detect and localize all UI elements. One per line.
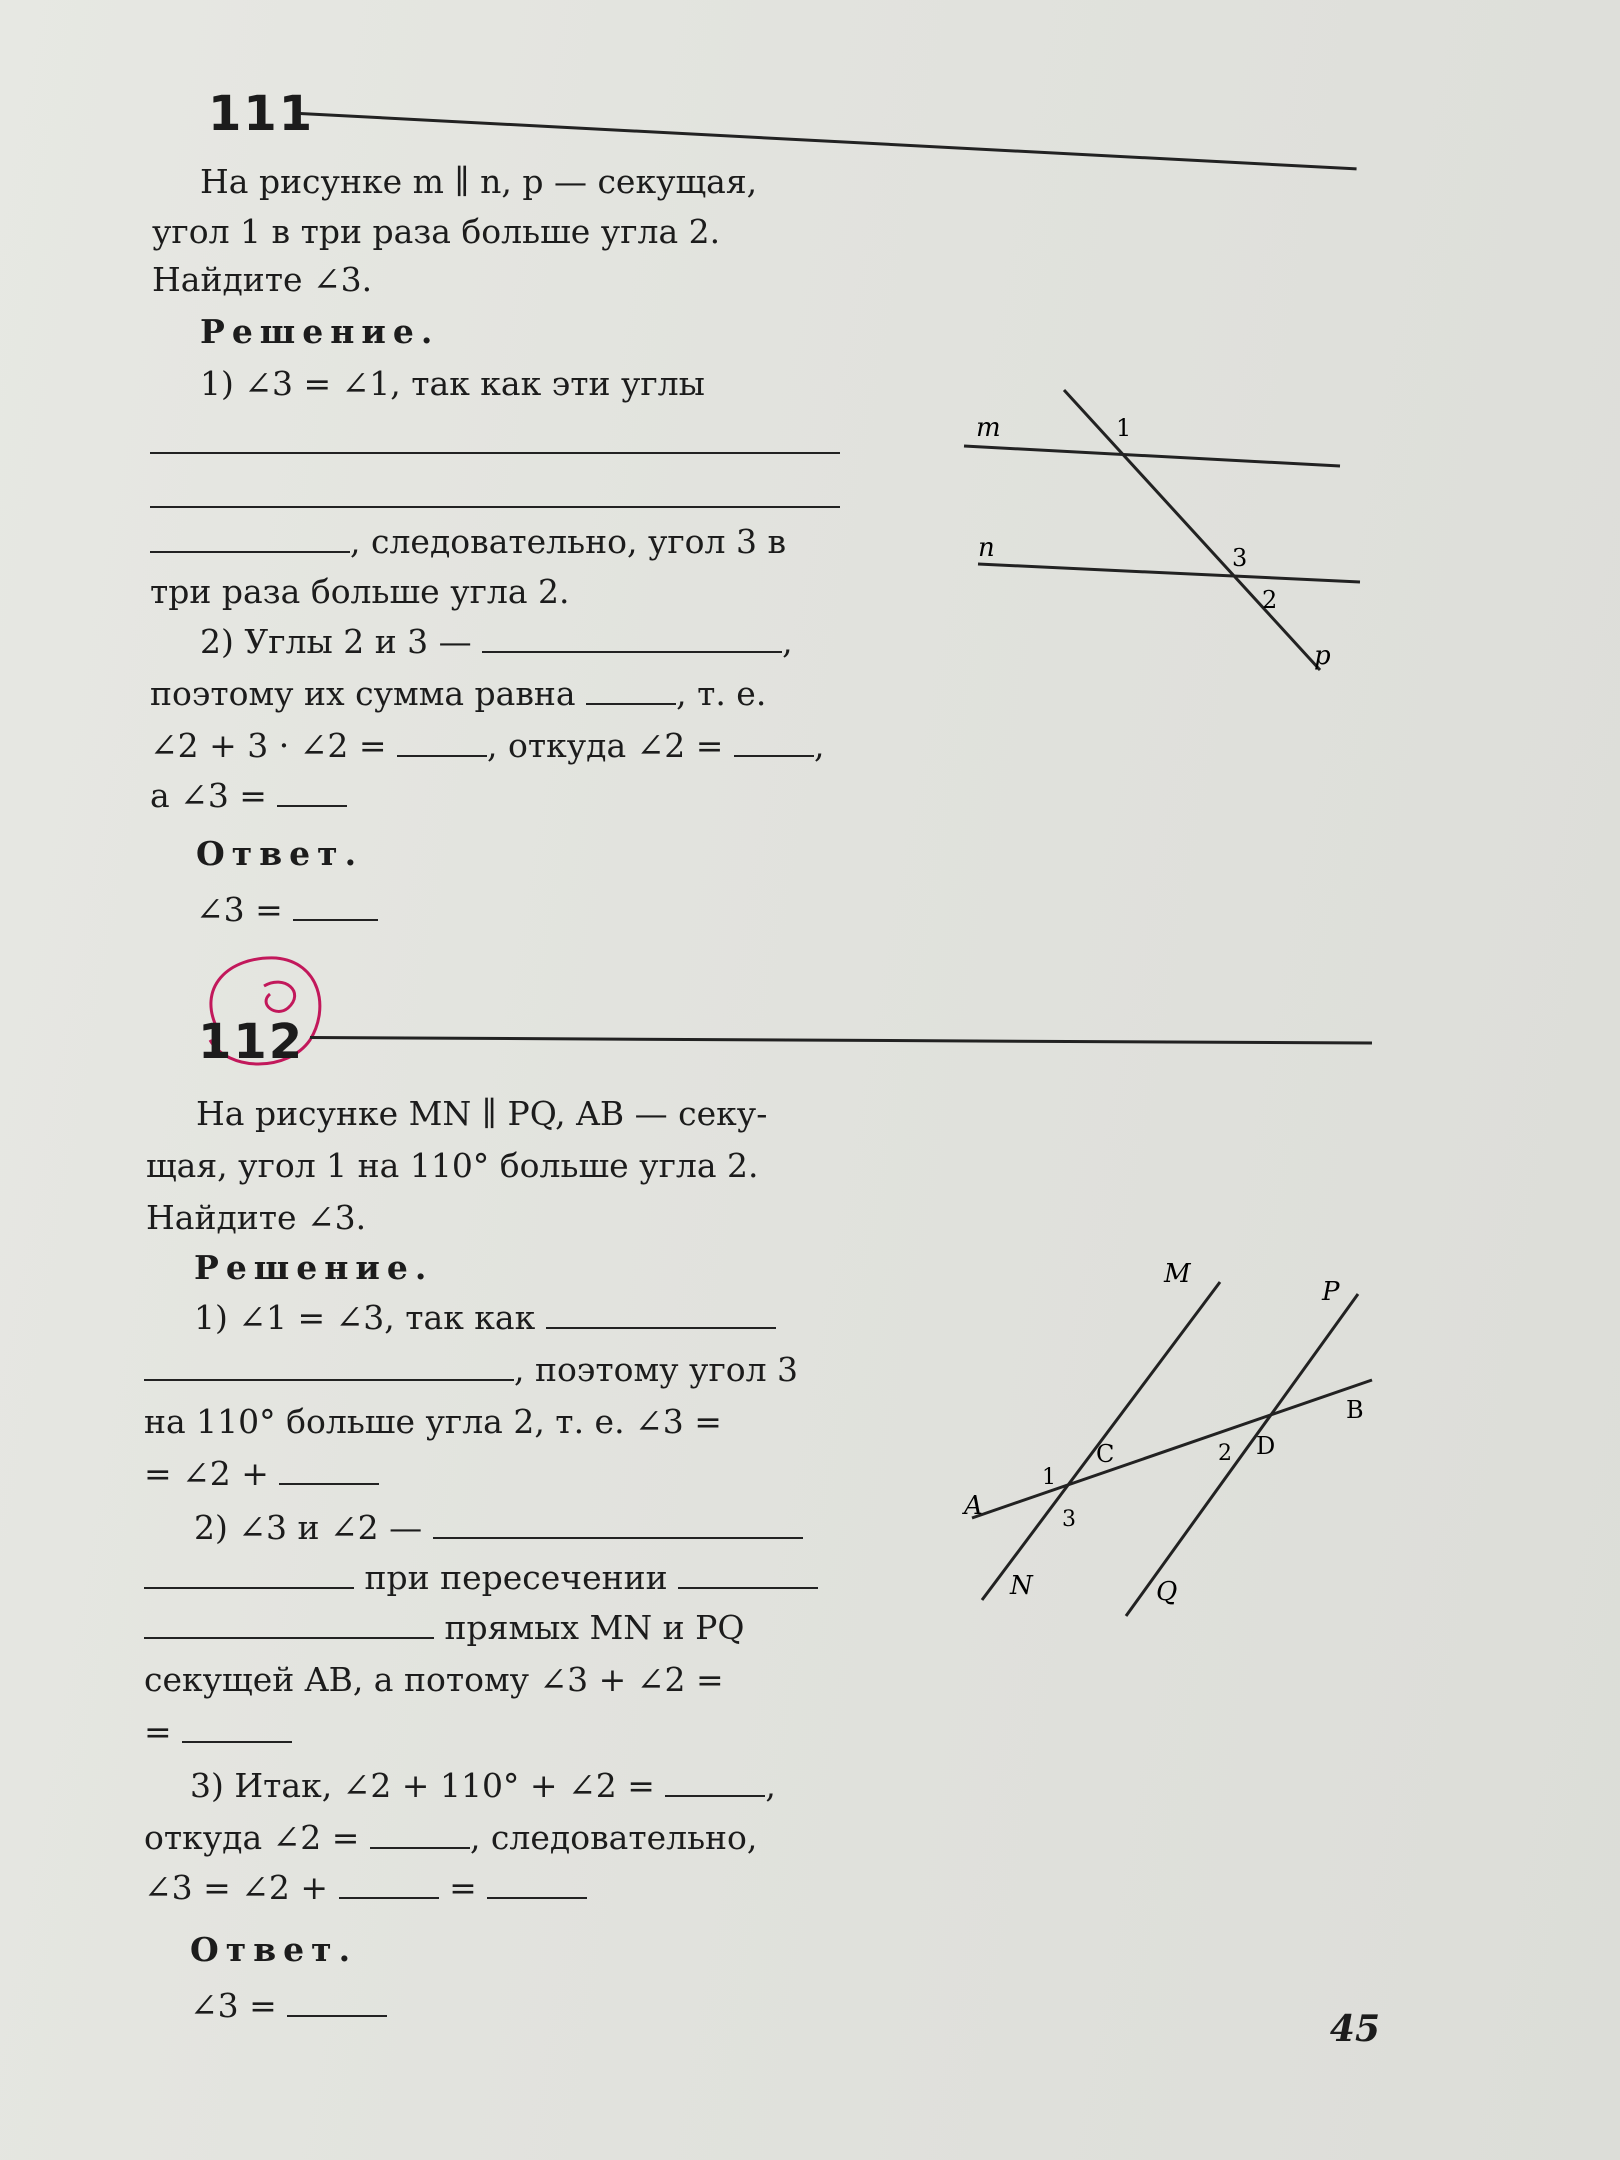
problem-111-step2-l3a: ∠2 + 3 · ∠2 = (150, 726, 387, 765)
answer-blank-112-step2-d[interactable] (144, 1609, 434, 1639)
answer-blank-111-step2-b[interactable] (586, 675, 676, 705)
problem-112-step3-line3 (144, 1868, 587, 1908)
answer-blank-111-step1-c[interactable] (150, 523, 350, 553)
problem-112-step2-l2: при пересечении (364, 1558, 668, 1597)
problem-112-step3-l2a: откуда ∠2 = (144, 1818, 360, 1857)
problem-112-step3-l3a: ∠3 = ∠2 + (144, 1868, 329, 1907)
problem-112-step3-line2 (144, 1818, 757, 1858)
problem-112-step2-head: 2) ∠3 и ∠2 — (194, 1508, 423, 1547)
problem-112-step1-l4: = ∠2 + (144, 1454, 269, 1493)
problem-111-answer: ∠3 = (196, 890, 283, 929)
problem-111-step1-tail: , следовательно, угол 3 в (350, 522, 787, 561)
problem-111-step2-l2b: , т. е. (676, 674, 767, 713)
answer-blank-111-step1-b[interactable] (150, 506, 840, 508)
answer-blank-111-step2-e[interactable] (277, 777, 347, 807)
problem-111-number: 111 (208, 86, 315, 142)
problem-112-number: 112 (198, 1014, 305, 1070)
problem-112-step1-line3: на 110° больше угла 2, т. е. ∠3 = (144, 1402, 722, 1441)
problem-112-answer-label: Ответ. (190, 1930, 358, 1969)
answer-blank-112-step1-c[interactable] (279, 1455, 379, 1485)
problem-111-answer-line (196, 890, 378, 930)
label-M: M (1164, 1259, 1191, 1289)
problem-112-step3-l3b: = (449, 1868, 477, 1907)
line-AB-transversal (972, 1380, 1372, 1518)
problem-112-step2-line4: секущей AB, а потому ∠3 + ∠2 = (144, 1660, 724, 1699)
problem-112-step2-l3: прямых MN и PQ (444, 1608, 745, 1647)
problem-111-step2-line2 (150, 674, 766, 714)
problem-111-step1-cont: три раза больше угла 2. (150, 572, 570, 611)
problem-111-solution-label: Решение. (200, 312, 440, 351)
label-n: n (978, 533, 995, 563)
problem-111-step2-l3b: , откуда ∠2 = (487, 726, 724, 765)
answer-blank-112-step1-a[interactable] (546, 1299, 776, 1329)
problem-112-step2-line5 (144, 1712, 292, 1752)
label-angle-2: 2 (1262, 586, 1278, 614)
problem-112-step3-l2b: , следовательно, (469, 1818, 758, 1857)
answer-blank-112-final[interactable] (287, 1987, 387, 2017)
problem-111-step2-line1: 2) Углы 2 и 3 — , (200, 622, 793, 661)
problem-111-statement-line1: На рисунке m ∥ n, p — секущая, (200, 162, 758, 201)
label-angle-1: 1 (1116, 414, 1132, 442)
label-p: p (1314, 641, 1331, 671)
problem-112-statement-line1: На рисунке MN ∥ PQ, AB — секу- (196, 1094, 768, 1133)
problem-111-statement-line2: угол 1 в три раза больше угла 2. (152, 212, 721, 251)
answer-blank-111-final[interactable] (293, 891, 378, 921)
label-angle-1: 1 (1042, 1465, 1056, 1490)
problem-112-step2-line1 (194, 1508, 803, 1548)
label-Q: Q (1156, 1577, 1178, 1607)
label-C: C (1096, 1440, 1115, 1468)
problem-112-step2-l5: = (144, 1712, 172, 1751)
answer-blank-111-step2-c[interactable] (397, 727, 487, 757)
problem-112-step2-line2 (144, 1558, 818, 1598)
problem-112-rule (310, 1036, 1372, 1045)
label-m: m (976, 413, 1001, 443)
answer-blank-111-step1-a[interactable] (150, 452, 840, 454)
problem-112-step1-line1 (194, 1298, 776, 1338)
problem-112-statement-line3: Найдите ∠3. (146, 1198, 367, 1237)
problem-112-step1-l2: , поэтому угол 3 (514, 1350, 799, 1389)
problem-112-step1-line2 (144, 1350, 798, 1390)
answer-blank-112-step1-b[interactable] (144, 1351, 514, 1381)
label-angle-3: 3 (1062, 1507, 1076, 1532)
label-P: P (1322, 1277, 1340, 1307)
answer-blank-111-step2-a[interactable] (482, 623, 782, 653)
problem-112-answer: ∠3 = (190, 1986, 277, 2025)
answer-blank-112-step3-a[interactable] (665, 1767, 765, 1797)
answer-blank-112-step2-c[interactable] (678, 1559, 818, 1589)
line-n (978, 564, 1360, 582)
problem-112-step1-head: 1) ∠1 = ∠3, так как (194, 1298, 536, 1337)
problem-111-step2-l4: а ∠3 = (150, 776, 267, 815)
problem-112-answer-line (190, 1986, 387, 2026)
line-PQ (1126, 1294, 1358, 1616)
problem-111-step1-head: 1) ∠3 = ∠1, так как эти углы (200, 364, 705, 403)
problem-111-statement-line3: Найдите ∠3. (152, 260, 373, 299)
problem-112-step1-line4 (144, 1454, 379, 1494)
label-N: N (1010, 1571, 1033, 1601)
label-D: D (1256, 1432, 1276, 1460)
problem-111-answer-label: Ответ. (196, 834, 364, 873)
problem-112-step2-line3 (144, 1608, 744, 1648)
answer-blank-112-step3-c[interactable] (339, 1869, 439, 1899)
problem-111-step2-line4 (150, 776, 347, 816)
answer-blank-112-step3-b[interactable] (370, 1819, 470, 1849)
label-B: B (1346, 1396, 1364, 1424)
answer-blank-111-step2-d[interactable] (734, 727, 814, 757)
answer-blank-112-step2-b[interactable] (144, 1559, 354, 1589)
answer-blank-112-step2-a[interactable] (433, 1509, 803, 1539)
line-m (964, 446, 1340, 466)
problem-112-step3-line1: 3) Итак, ∠2 + 110° + ∠2 = , (190, 1766, 776, 1805)
label-angle-3: 3 (1232, 544, 1248, 572)
answer-blank-112-step2-e[interactable] (182, 1713, 292, 1743)
problem-112-solution-label: Решение. (194, 1248, 434, 1287)
problem-111-step2-l2a: поэтому их сумма равна (150, 674, 576, 713)
label-A: A (964, 1491, 983, 1521)
answer-blank-112-step3-d[interactable] (487, 1869, 587, 1899)
figure-111-parallel-lines (940, 370, 1380, 690)
figure-112-parallel-lines (950, 1250, 1390, 1630)
problem-111-step1-tail-line (150, 522, 786, 562)
problem-111-step2-line3: ∠2 + 3 · ∠2 = , откуда ∠2 = , (150, 726, 825, 765)
problem-111-step2-head: 2) Углы 2 и 3 — (200, 622, 472, 661)
problem-112-statement-line2: щая, угол 1 на 110° больше угла 2. (146, 1146, 759, 1185)
line-p-transversal (1064, 390, 1320, 670)
page-number: 45 (1329, 2008, 1380, 2050)
label-angle-2: 2 (1218, 1441, 1232, 1466)
problem-112-step3-head: 3) Итак, ∠2 + 110° + ∠2 = (190, 1766, 655, 1805)
